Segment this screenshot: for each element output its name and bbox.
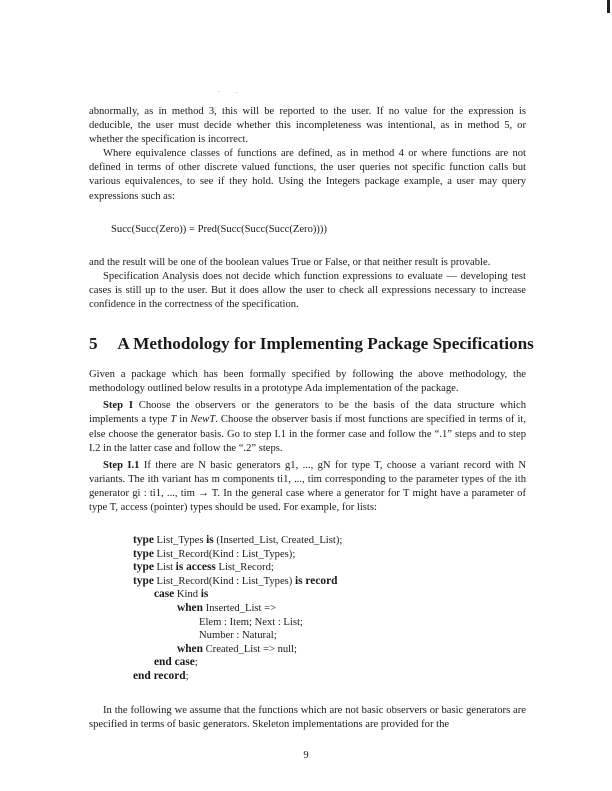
document-page (89, 105, 534, 732)
code-line: Number : Natural; (199, 630, 277, 642)
paragraph-abnormal-termination: abnormally, as in method 3, this will be reported to the user. If no value for the expression is deducible, the user must decide whether this incompleteness was intentional, as in method 5, or whether the specification is incorrect. (89, 106, 526, 146)
paragraph-boolean-result: and the result will be one of the boolean values True or False, or that neither result is provable. (89, 256, 491, 268)
section-title: A Methodology for Implementing Package Specifications (117, 334, 534, 354)
ada-code-listing (111, 534, 526, 684)
paragraph-step-1-1: Step I.1 If there are N basic generators g1, ..., gN for type T, choose a variant record with N variants. The ith variant has m components ti1, ..., tim corresponding to the parameter types of the ith generator gi : ti1, ..., tim → T. In the general case where a generator for T might have a parameter of type T, access (pointer) types should be used. For example, for lists: (89, 459, 526, 513)
code-line: case Kind is (154, 588, 209, 601)
step-1-label: Step I (103, 400, 133, 412)
step-1-1-label: Step I.1 (103, 459, 140, 471)
scan-edge-mark (607, 0, 610, 13)
code-line: type List_Record(Kind : List_Types); (133, 547, 296, 560)
code-line: type List is access List_Record; (133, 561, 274, 574)
scan-speck (236, 92, 237, 93)
code-line: Elem : Item; Next : List; (199, 616, 303, 628)
code-line: type List_Record(Kind : List_Types) is record (133, 574, 338, 587)
code-line: end record; (133, 670, 189, 682)
paragraph-equivalence-classes: Where equivalence classes of functions are defined, as in method 4 or where functions are not defined in terms of other discrete valued functions, the user queries not specific function calls but various equivalences, to see if they hold. Using the Integers package example, a user may query expressions such as: (89, 148, 526, 202)
scan-speck (218, 91, 219, 92)
example-equation: Succ(Succ(Zero)) = Pred(Succ(Succ(Succ(Zero)))) (111, 223, 327, 235)
code-line: when Inserted_List => (177, 602, 277, 615)
code-line: type List_Types is (Inserted_List, Created_List); (133, 534, 343, 547)
paragraph-specification-analysis: Specification Analysis does not decide which function expressions to evaluate — developing test cases is still up to the user. But it does allow the user to check all expressions necessary to increase confidence in the correctness of the specification. (89, 270, 526, 311)
paragraph-skeleton-implementations: In the following we assume that the functions which are not basic observers or basic generators are specified in terms of basic generators. Skeleton implementations are provided for the (89, 704, 526, 730)
paragraph-methodology-intro: Given a package which has been formally specified by following the above methodology, the methodology outlined below results in a prototype Ada implementation of the package. (89, 369, 526, 395)
code-line: when Created_List => null; (177, 642, 297, 655)
page-number: 9 (303, 750, 309, 761)
paragraph-step-1: Step I Choose the observers or the generators to be the basis of the data structure which implements a type T in NewT. Choose the observer basis if most functions are specified in terms of it, else choose the generator basis. Go to step I.1 in the former case and follow the “.1” steps and to step I.2 in the latter case and follow the “.2” steps. (89, 400, 526, 454)
section-number: 5 (89, 334, 98, 354)
section-heading (89, 334, 534, 354)
code-line: end case; (154, 656, 198, 669)
